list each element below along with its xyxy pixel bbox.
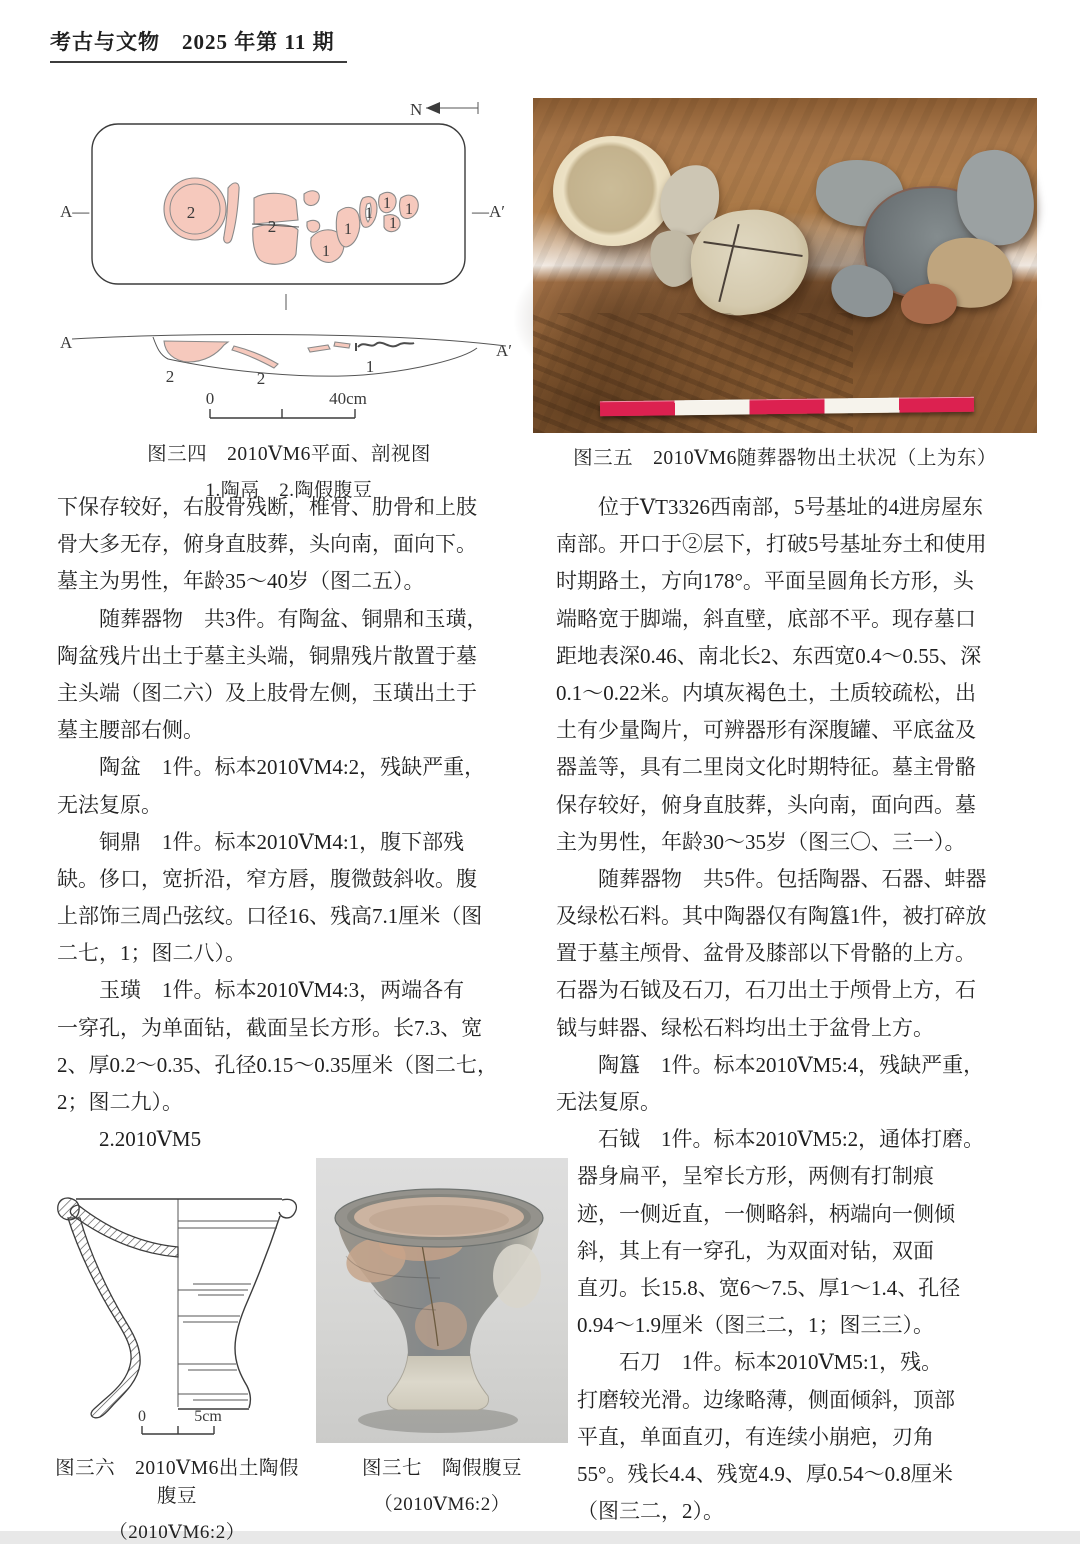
find-number: 1 bbox=[389, 215, 397, 232]
plan-section-mark-left: A— bbox=[60, 202, 90, 221]
text-line: 土有少量陶片，可辨器形有深腹罐、平底盆及 bbox=[556, 718, 976, 743]
text-line: 墓主腰部右侧。 bbox=[57, 718, 204, 743]
section-wall-foot bbox=[68, 1218, 140, 1418]
figure36-catalog: （2010ⅤM6:2） bbox=[108, 1522, 246, 1543]
figure35-block bbox=[533, 98, 1037, 470]
find-number: 2 bbox=[165, 367, 175, 386]
text-line: 斜，其上有一穿孔，为双面对钻，双面 bbox=[577, 1238, 934, 1263]
vessel-foot bbox=[387, 1354, 488, 1410]
find-number: 1 bbox=[365, 205, 373, 222]
figure34-drawing bbox=[58, 96, 520, 428]
scale-end-label: 40cm bbox=[329, 389, 367, 408]
text-line: 骨大多无存，俯身直肢葬，头向南，面向下。 bbox=[57, 532, 477, 557]
figure37-block bbox=[316, 1158, 568, 1516]
text-line: 主为男性，年龄30～35岁（图三〇、三一）。 bbox=[556, 829, 966, 854]
text-line: 无法复原。 bbox=[57, 792, 162, 817]
text-line: 及绿松石料。其中陶器仅有陶簋1件，被打碎放 bbox=[556, 904, 987, 929]
find-number: 2 bbox=[186, 203, 196, 222]
text-line: 钺与蚌器、绿松石料均出土于盆骨上方。 bbox=[556, 1015, 934, 1040]
scale-end-label: 5cm bbox=[194, 1408, 222, 1425]
scale-bar bbox=[210, 409, 355, 418]
vessel-photo-art bbox=[316, 1158, 568, 1443]
text-line: 平直，单面直刃，有连续小崩疤，刃角 bbox=[577, 1424, 934, 1449]
text-line: 端略宽于脚端，斜直壁，底部不平。现存墓口 bbox=[556, 606, 976, 631]
pottery-sherd bbox=[304, 191, 319, 206]
find-number: 2 bbox=[267, 217, 277, 236]
text-line: 随葬器物 共3件。有陶盆、铜鼎和玉璜， bbox=[57, 606, 488, 631]
text-line: 时期路土，方向178°。平面呈圆角长方形，头 bbox=[556, 569, 974, 594]
text-line: 陶盆残片出土于墓主头端，铜鼎残片散置于墓 bbox=[57, 643, 477, 668]
text-line: 缺。侈口，宽折沿，窄方唇，腹微鼓斜收。腹 bbox=[57, 866, 477, 891]
text-line: 石刀 1件。标本2010ⅤM5:1，残。 bbox=[577, 1350, 943, 1375]
section-mark-left: A bbox=[60, 333, 73, 352]
vessel-photo bbox=[316, 1158, 568, 1443]
text-line: 玉璜 1件。标本2010ⅤM4:3，两端各有 bbox=[57, 978, 465, 1003]
text-line: 距地表深0.46、南北长2、东西宽0.4～0.55、深 bbox=[556, 643, 982, 668]
text-line: 迹，一侧近直，一侧略斜，柄端向一侧倾 bbox=[577, 1201, 955, 1226]
find-number: 1 bbox=[383, 195, 391, 212]
text-line: 0.94～1.9厘米（图三二，1；图三三）。 bbox=[577, 1313, 934, 1338]
find-number: 1 bbox=[365, 357, 375, 376]
text-line: 打磨较光滑。边缘略薄，侧面倾斜，顶部 bbox=[577, 1387, 955, 1412]
text-line: 0.1～0.22米。内填灰褐色土，土质较疏松，出 bbox=[556, 680, 976, 705]
profile-rim-roll bbox=[279, 1199, 296, 1218]
text-line: 器身扁平，呈窄长方形，两侧有打制痕 bbox=[577, 1164, 934, 1189]
journal-header: 考古与文物 2025 年第 11 期 bbox=[50, 26, 347, 63]
text-line: 2、厚0.2～0.35、孔径0.15～0.35厘米（图二七， bbox=[57, 1052, 498, 1077]
north-arrow-head bbox=[426, 102, 440, 114]
figure34-caption: 图三四 2010ⅤM6平面、剖视图 bbox=[147, 444, 431, 465]
profile-outer-wall bbox=[235, 1216, 280, 1408]
text-line: 上部饰三周凸弦纹。口径16、残高7.1厘米（图 bbox=[57, 904, 483, 929]
pottery-sherd-section bbox=[334, 342, 350, 348]
excavation-photo bbox=[533, 98, 1037, 433]
pottery-sherd-section bbox=[356, 343, 414, 351]
text-line: 直刃。长15.8、宽6～7.5、厚1～1.4、孔径 bbox=[577, 1275, 961, 1300]
figure35-caption: 图三五 2010ⅤM6随葬器物出土状况（上为东） bbox=[573, 448, 997, 469]
figure36-caption: 图三六 2010ⅤM6出土陶假腹豆 bbox=[55, 1458, 299, 1507]
plan-section-mark-right: —A′ bbox=[472, 202, 505, 221]
figure34-legend: 1.陶鬲 2.陶假腹豆 bbox=[205, 480, 373, 501]
text-line: 一穿孔，为单面钻，截面呈长方形。长7.3、宽 bbox=[57, 1015, 483, 1040]
figure37-caption: 图三七 陶假腹豆 bbox=[361, 1458, 522, 1479]
profile-detail-lines bbox=[178, 1221, 279, 1400]
scale-zero-label: 0 bbox=[138, 1408, 146, 1425]
text-line: 器盖等，具有二里岗文化时期特征。墓主骨骼 bbox=[556, 755, 976, 780]
text-line: 石钺 1件。标本2010ⅤM5:2，通体打磨。 bbox=[556, 1127, 985, 1152]
pottery-sherd bbox=[307, 220, 320, 232]
pottery-sherd-section bbox=[232, 346, 278, 368]
text-line: （图三二，2）。 bbox=[577, 1499, 724, 1524]
find-number: 2 bbox=[256, 369, 266, 388]
ground-line bbox=[72, 335, 506, 346]
find-number: 1 bbox=[344, 221, 352, 238]
text-line: 位于ⅤT3326西南部，5号基址的4进房屋东 bbox=[556, 495, 983, 519]
left-text-column bbox=[57, 489, 527, 1158]
text-line: 陶簋 1件。标本2010ⅤM5:4，残缺严重， bbox=[556, 1052, 985, 1077]
pottery-sherd-section bbox=[164, 341, 228, 362]
figure36-block bbox=[48, 1188, 306, 1544]
text-line: 2；图二九）。 bbox=[57, 1090, 183, 1114]
text-line: 铜鼎 1件。标本2010ⅤM4:1，腹下部残 bbox=[57, 829, 465, 854]
pottery-sherd-section bbox=[308, 345, 330, 352]
figure34-block bbox=[58, 96, 520, 502]
find-number: 1 bbox=[405, 201, 413, 218]
find-number: 1 bbox=[322, 243, 330, 260]
section-mark-right: A′ bbox=[496, 341, 512, 360]
text-line: 2.2010ⅤM5 bbox=[57, 1127, 202, 1152]
scale-zero-label: 0 bbox=[205, 389, 215, 408]
text-line: 石器为石钺及石刀，石刀出土于颅骨上方，石 bbox=[556, 978, 976, 1003]
vessel-shadow bbox=[358, 1407, 518, 1433]
text-line: 保存较好，俯身直肢葬，头向南，面向西。墓 bbox=[556, 792, 976, 817]
figure36-drawing bbox=[48, 1188, 306, 1442]
north-label: N bbox=[410, 100, 423, 119]
text-line: 下保存较好，右股骨残断，椎骨、肋骨和上肢 bbox=[57, 495, 477, 519]
text-line: 主头端（图二六）及上肢骨左侧，玉璜出土于 bbox=[57, 680, 477, 705]
pottery-basin bbox=[553, 136, 673, 246]
text-line: 55°。残长4.4、残宽4.9、厚0.54～0.8厘米 bbox=[577, 1461, 953, 1486]
text-line: 无法复原。 bbox=[556, 1090, 661, 1114]
text-line: 南部。开口于②层下，打破5号基址夯土和使用 bbox=[556, 532, 987, 557]
text-line: 置于墓主颅骨、盆骨及膝部以下骨骼的上方。 bbox=[556, 941, 976, 966]
figure37-catalog: （2010ⅤM6:2） bbox=[373, 1494, 511, 1515]
vessel-interior-floor bbox=[369, 1205, 509, 1235]
scale-bar bbox=[142, 1426, 214, 1434]
body-patch-light bbox=[493, 1244, 541, 1308]
text-line: 随葬器物 共5件。包括陶器、石器、蚌器 bbox=[556, 866, 987, 891]
text-line: 二七，1；图二八）。 bbox=[57, 941, 246, 966]
text-line: 陶盆 1件。标本2010ⅤM4:2，残缺严重， bbox=[57, 755, 486, 780]
text-line: 墓主为男性，年龄35～40岁（图二五）。 bbox=[57, 569, 425, 594]
right-text-column bbox=[556, 489, 1038, 1530]
